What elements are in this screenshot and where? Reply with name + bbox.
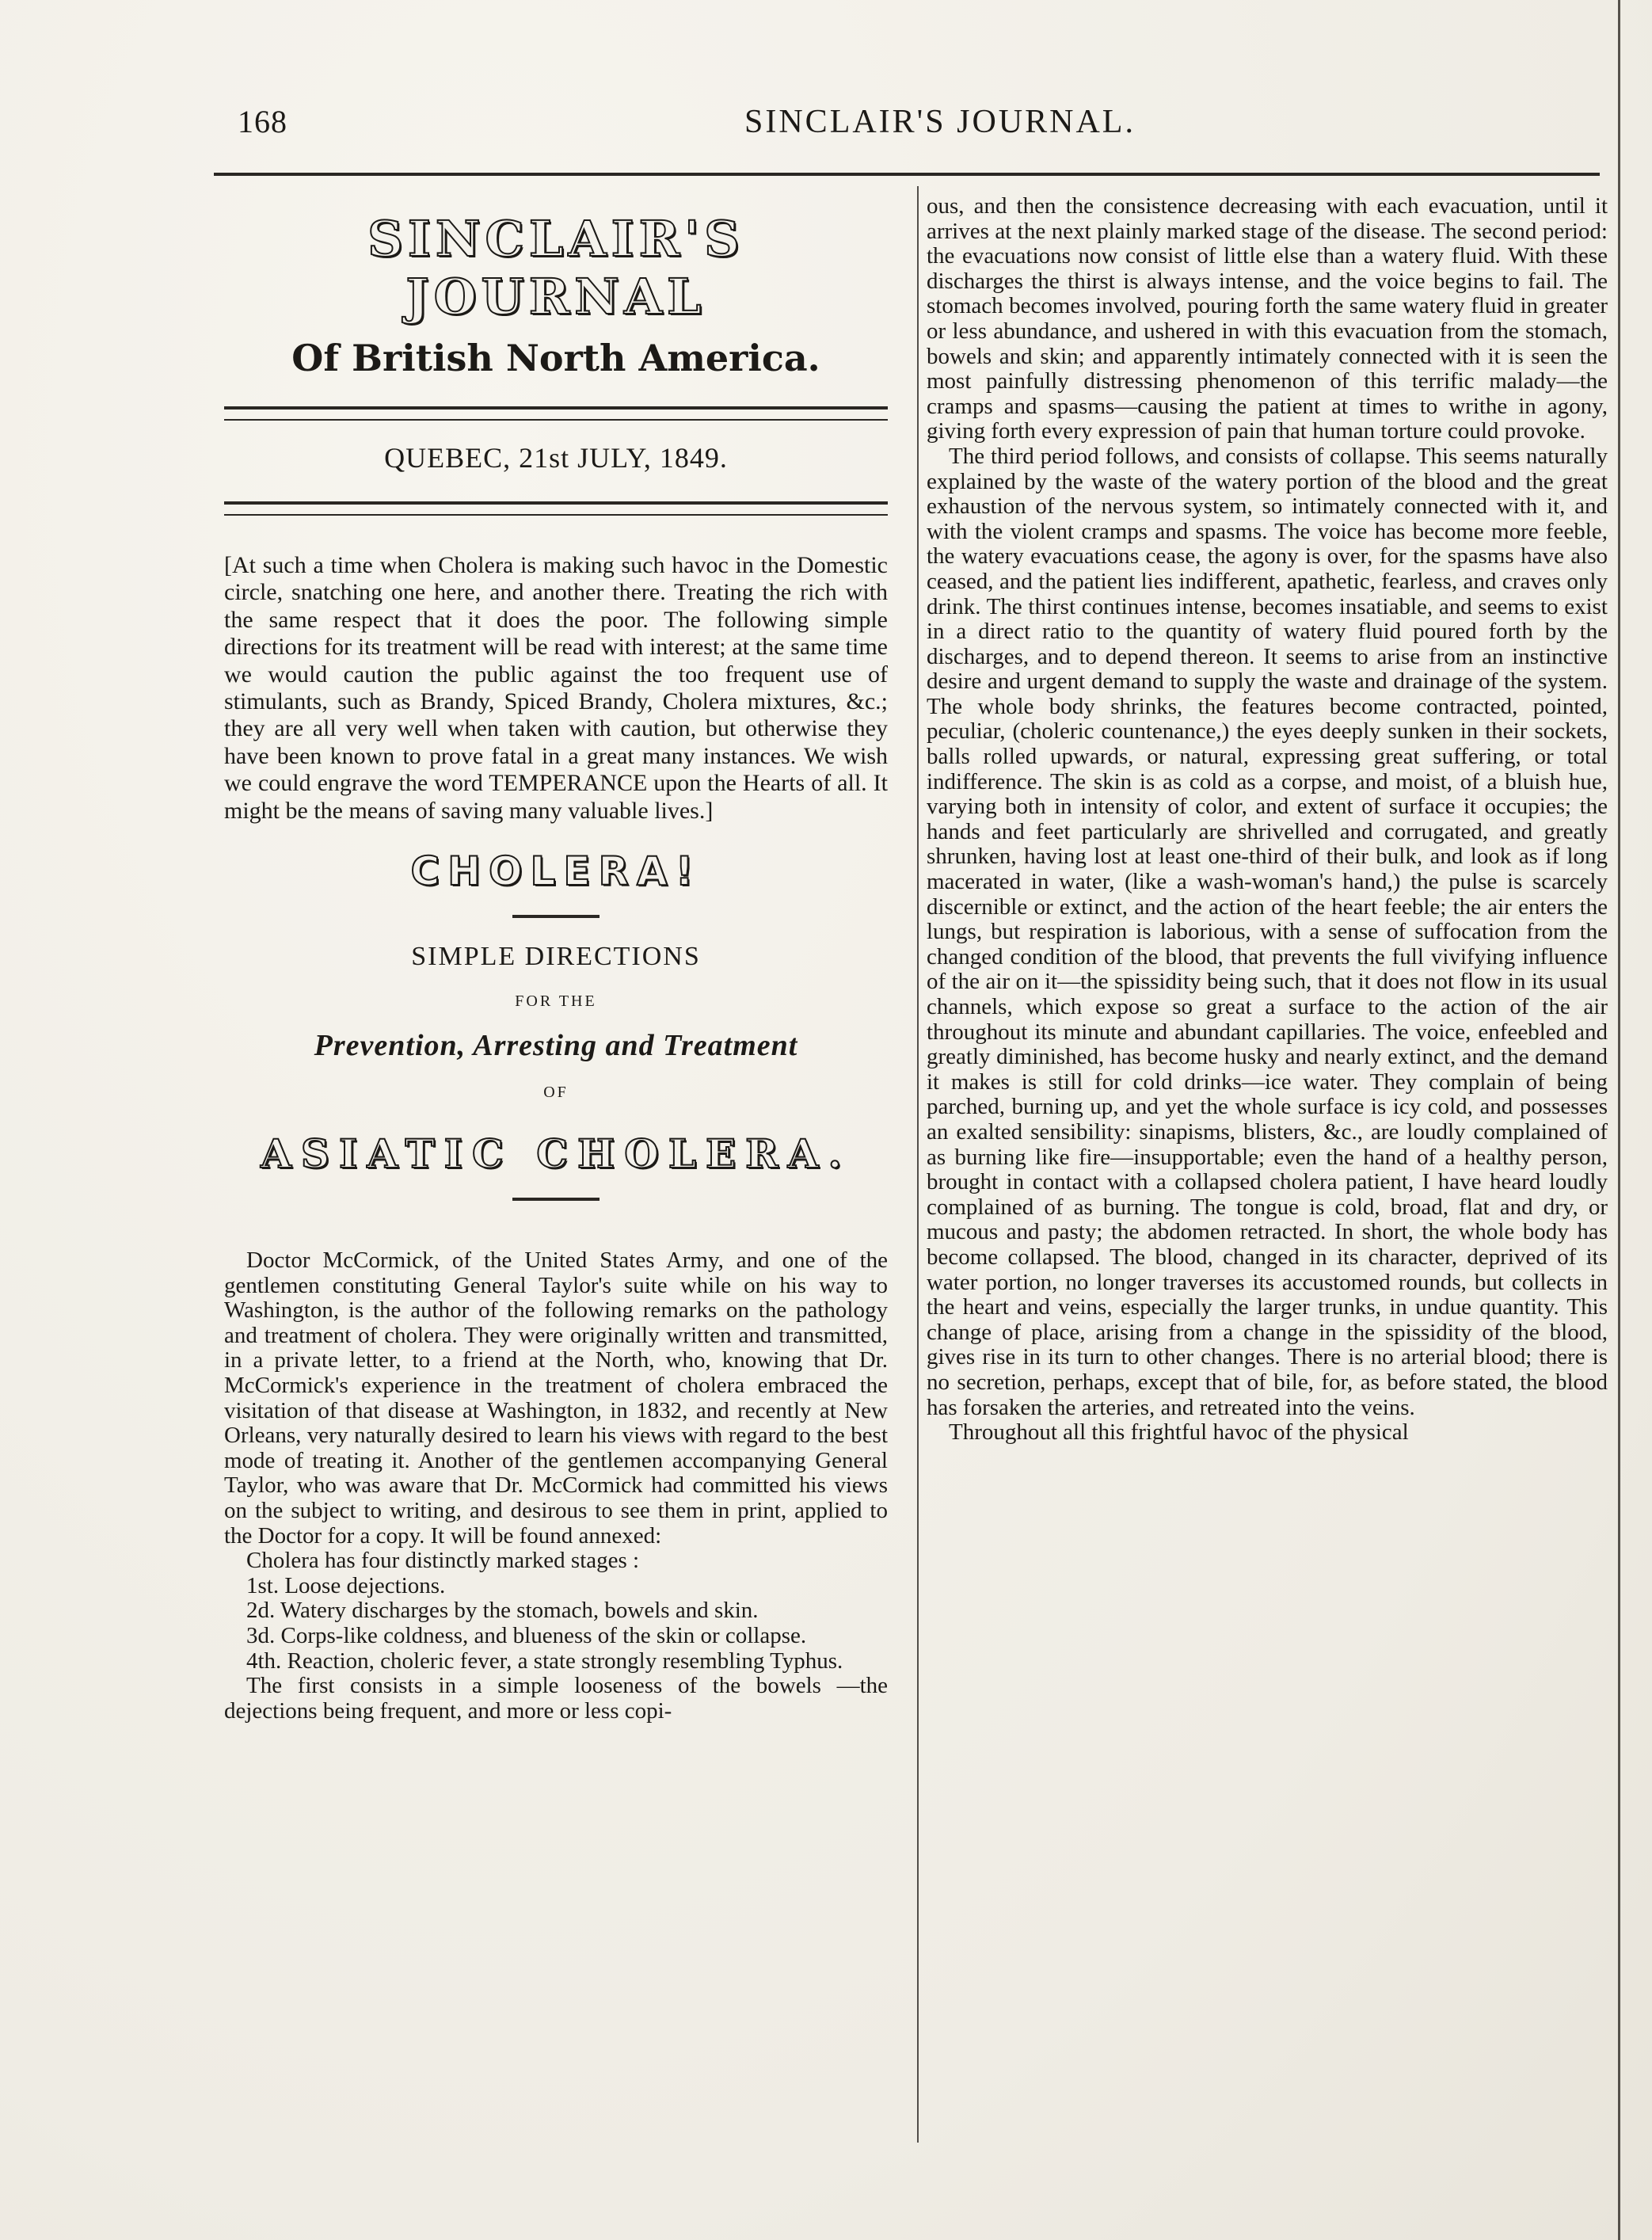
right-article-body — [927, 194, 1608, 1446]
script-subtitle: Prevention, Arresting and Treatment — [314, 1029, 798, 1063]
article-heading: CHOLERA! — [410, 848, 702, 895]
page-edge — [1618, 0, 1620, 2240]
stage-item: 2d. Watery discharges by the stomach, bowels and skin. — [246, 1598, 759, 1624]
stage-item: 4th. Reaction, choleric fever, a state strongly resembling Typhus. — [246, 1648, 843, 1674]
stage-item: 1st. Loose dejections. — [246, 1572, 446, 1598]
running-title: SINCLAIR'S JOURNAL. — [744, 104, 1136, 140]
paragraph: Throughout all this frightful havoc of the physical — [949, 1419, 1409, 1446]
left-column — [224, 186, 888, 1724]
page-number: 168 — [238, 104, 287, 139]
paragraph: Cholera has four distinctly marked stages : — [246, 1548, 640, 1574]
heading-rule — [512, 915, 600, 918]
masthead-subtitle: Of British North America. — [291, 337, 820, 379]
paragraph: The first consists in a simple looseness of the bowels —the dejections being frequent, and more or less copi- — [224, 1673, 888, 1724]
paragraph: The third period follows, and consists of collapse. This seems naturally explained by the waste of the watery portion of the blood and the great exhaustion of the nervous system, so intimately connected with it, and with the violent cramps and spasms. The voice has become more feeble, the watery evacuations cease, the agony is over, for the spasms have also ceased, and the patient lies indifferent, apathetic, fearless, and craves only drink. The thirst continues intense, becomes insatiable, and seems to exist in a direct ratio to the quantity of watery fluid poured forth by the discharges, and to depend thereon. It seems to arise from an instinctive desire and urgent demand to supply the waste and drainage of the system. The whole body shrinks, the features become contracted, pointed, peculiar, (choleric countenance,) the eyes deeply sunken in their sockets, balls rolled upwards, or natural, expressing great suffering, or total indifference. The skin is as cold as a corpse, and moist, of a bluish hue, varying both in intensity of color, and extent of surface it occupies; the hands and feet particularly are shrivelled and corrugated, and greatly shrunken, having lost at least one-third of their bulk, and look as if long macerated in water, (like a wash-woman's hand,) the pulse is scarcely discernible or extinct, and the action of the heart feeble; the air enters the lungs, but respiration is laborious, with a sense of suffocation from the changed condition of the blood, that prevents the full vivifying influence of the air on it—the spissidity being such, that it does not flow in its usual channels, which expose so great a surface to the action of the air throughout its minute and abundant capillaries. The voice, enfeebled and greatly diminished, has become husky and nearly extinct, and the demand it makes is still for cold drinks—ice water. They complain of being parched, burning up, and yet the whole surface is icy cold, and possesses an exalted sensibility: sinapisms, blisters, &c., are loudly complained of as burning like fire—insupportable; even the hand of a healthy person, brought in contact with a collapsed cholera patient, I have heard loudly complained of as burning. The tongue is cold, broad, flat and dry, or mucous and pasty; the abdomen retracted. In short, the whole body has become collapsed. The blood, changed in its character, deprived of its water portion, no longer traverses its accustomed rounds, but collects in the heart and veins, especially the larger trunks, in undue quantity. This change of place, arising from a change in the spissidity of the blood, gives rise in its turn to other changes. There is no arterial blood; there is no secretion, perhaps, except that of bile, for, as before stated, the blood has forsaken the arteries, and retreated into the veins. — [927, 443, 1608, 1420]
right-column — [927, 186, 1608, 1446]
masthead-rule-top — [224, 406, 888, 421]
dateline: QUEBEC, 21st JULY, 1849. — [384, 442, 728, 474]
article-subheading: SIMPLE DIRECTIONS — [411, 942, 701, 972]
paragraph: ous, and then the consistence decreasing with each evacuation, until it arrives at the next plainly marked stage of the disease. The second period: the evacuations now consist of little else than a watery fluid. With these discharges the thirst is always intense, and the voice begins to fail. The stomach becomes involved, pouring forth the same watery fluid in greater or less abundance, and ushered in with this evacuation from the stomach, bowels and skin; and apparently intimately connected with it is seen the most painfully distressing phenomenon of this terrific malady—the cramps and spasms—causing the patient at times to writhe in agony, giving forth every expression of pain that human torture could provoke. — [927, 193, 1608, 444]
article-subject: ASIATIC CHOLERA. — [261, 1130, 851, 1178]
subject-rule — [512, 1198, 600, 1201]
column-divider — [917, 186, 919, 2143]
left-article-body — [224, 1248, 888, 1724]
page-header — [238, 95, 1584, 150]
intro-note: [At such a time when Cholera is making such havoc in the Domestic circle, snatching one here, and another there. Treating the rich with the same respect that it does the poor. The following simple directions for its treatment will be read with interest; at the same time we would caution the public against the too frequent use of stimulants, such as Brandy, Spiced Brandy, Cholera mixtures, &c.; they are all very well when taken with caution, but otherwise they have been known to prove fatal in a great many instances. We wish we could engrave the word TEMPERANCE upon the Hearts of all. It might be the means of saving many valuable lives.] — [224, 552, 888, 824]
of-line: OF — [543, 1084, 569, 1102]
masthead-rule-bottom — [224, 501, 888, 516]
for-the-line: FOR THE — [515, 992, 597, 1011]
masthead-title: SINCLAIR'S JOURNAL — [367, 210, 744, 326]
paragraph: Doctor McCormick, of the United States Army, and one of the gentlemen constituting General Taylor's suite while on his way to Washington, is the author of the following remarks on the pathology and treatment of cholera. They were originally written and transmitted, in a private letter, to a friend at the North, who, knowing that Dr. McCormick's experience in the treatment of cholera embraced the visitation of that disease at Washington, in 1832, and recently at New Orleans, very naturally desired to learn his views with regard to the best mode of treating it. Another of the gentlemen accompanying General Taylor, who was aware that Dr. McCormick had committed his views on the subject to writing, and desirous to see them in print, applied to the Doctor for a copy. It will be found annexed: — [224, 1248, 888, 1549]
header-rule — [214, 173, 1600, 176]
stage-item: 3d. Corps-like coldness, and blueness of the skin or collapse. — [246, 1622, 807, 1648]
